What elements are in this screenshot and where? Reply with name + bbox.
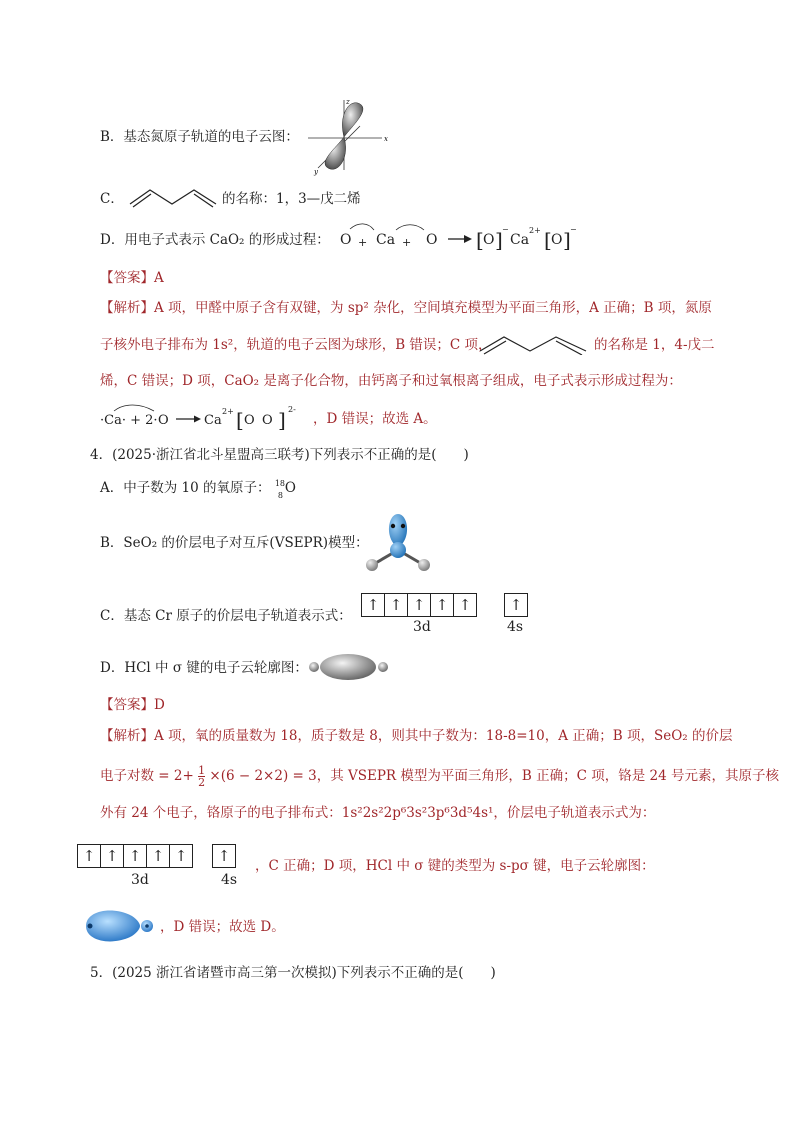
analysis-1-line-3: 烯，C 错误；D 项，CaO₂ 是离子化合物，由钙离子和过氧根离子组成，电子式表示形成过程为： (100, 373, 682, 389)
analysis-1-line-1: 【解析】A 项，甲醛中原子含有双键，为 sp² 杂化，空间填充模型为平面三角形，A 正确；B 项，氮原 (100, 300, 712, 316)
oxygen-ion-1: O (483, 232, 495, 248)
option-b-text: B．基态氮原子轨道的电子云图： (100, 129, 299, 145)
orbital-arrow: ↑ (174, 847, 188, 865)
cr-orbital-diagram-analysis (77, 844, 238, 888)
p-orbital-diagram (300, 96, 392, 176)
axis-y-label: y (314, 168, 318, 176)
orbital-arrow: ↑ (217, 847, 231, 865)
pentadiene-14-skeletal-structure (478, 331, 590, 355)
label-4s-analysis: 4s (221, 872, 238, 888)
analysis-anion-charge: 2- (288, 405, 296, 414)
option-d-text: D．用电子式表示 CaO₂ 的形成过程： (100, 232, 330, 248)
3d-orbital-boxes (361, 593, 477, 617)
orbital-arrow: ↑ (458, 596, 472, 614)
pentadiene-skeletal-structure (128, 186, 220, 208)
option-b (100, 128, 299, 146)
svg-text:]: ] (495, 228, 503, 252)
axis-z-label: z (346, 98, 350, 106)
svg-text:]: ] (278, 408, 286, 432)
analysis-2-line-2 (100, 765, 779, 788)
question-4-option-a-text: A．中子数为 10 的氧原子： (100, 480, 271, 496)
oxygen-ion-2: O (551, 232, 563, 248)
isotope-atomic-number: 8 (277, 491, 283, 500)
plus-2: + (402, 236, 412, 249)
analysis-ca-reactants: ·Ca· + 2· (100, 413, 158, 428)
question-4-option-d: D．HCl 中 σ 键的电子云轮廓图： (100, 660, 308, 676)
orbital-arrow: ↑ (362, 594, 385, 616)
cao2-formation-correct-diagram (96, 400, 311, 434)
answer-2: 【答案】D (100, 697, 165, 713)
analysis-o-ion-2: O (262, 413, 273, 428)
oxygen-dot-1: O (340, 232, 352, 248)
option-c-prefix: C． (100, 191, 124, 207)
hcl-sigma-bond-wrong (306, 652, 390, 682)
4s-orbital-box-analysis (212, 844, 236, 868)
analysis-2-line-2a: 电子对数 = 2+ (100, 768, 194, 784)
analysis-2-line-2b: ×(6 − 2×2) = 3，其 VSEPR 模型为平面三角形，B 正确；C 项，铬是 24 号元素，其原子核 (209, 768, 779, 784)
analysis-1-line-2a: 子核外电子排布为 1s²，轨道的电子云图为球形，B 错误；C 项， (100, 337, 492, 353)
analysis-1-line-2b: 的名称是 1，4-戊二 (594, 337, 715, 353)
question-4-option-b: B．SeO₂ 的价层电子对互斥(VSEPR)模型： (100, 535, 369, 551)
fraction-numerator: 1 (198, 764, 206, 777)
isotope-mass-number: 18 (274, 479, 285, 488)
analysis-2-line-5: ，D 错误；故选 D。 (160, 919, 285, 935)
hcl-sigma-bond-correct (80, 906, 160, 946)
plus-1: + (358, 236, 368, 249)
seo2-vsepr-model (360, 512, 436, 574)
svg-text:[: [ (236, 408, 244, 432)
analysis-2-line-4: ，C 正确；D 项，HCl 中 σ 键的类型为 s-pσ 键，电子云轮廓图： (255, 858, 655, 874)
oxygen-isotope-symbol (274, 479, 297, 500)
question-4-stem: 4．(2025·浙江省北斗星盟高三联考)下列表示不正确的是( ) (90, 447, 469, 463)
fraction-one-half (198, 765, 205, 788)
calcium-text: Ca (376, 232, 396, 248)
answer-1: 【答案】A (100, 270, 164, 286)
analysis-1-line-4-end: ，D 错误；故选 A。 (313, 411, 437, 427)
orbital-arrow: ↑ (431, 594, 454, 616)
cr-orbital-diagram-q4 (361, 593, 528, 635)
question-4-option-a (100, 479, 297, 500)
fraction-denominator: 2 (198, 776, 206, 789)
label-4s: 4s (507, 619, 524, 635)
4s-orbital-box (504, 593, 528, 617)
analysis-o-reactant: O (158, 413, 169, 428)
cation-charge: 2+ (529, 226, 541, 235)
analysis-o-ion-1: O (244, 413, 255, 428)
calcium-ion: Ca (510, 232, 530, 248)
oxygen-dot-2: O (426, 232, 438, 248)
cao2-formation-diagram (336, 220, 586, 256)
orbital-arrow: ↑ (78, 845, 101, 867)
anion-charge-1: − (502, 225, 509, 234)
orbital-arrow: ↑ (509, 596, 523, 614)
question-5-stem: 5．(2025 浙江省诸暨市高三第一次模拟)下列表示不正确的是( ) (90, 965, 496, 981)
anion-charge-2: − (570, 225, 577, 234)
svg-text:[: [ (476, 228, 484, 252)
svg-text:[: [ (544, 228, 552, 252)
label-3d: 3d (413, 619, 431, 635)
question-4-option-c: C．基态 Cr 原子的价层电子轨道表示式： (100, 608, 352, 624)
label-3d-analysis: 3d (131, 872, 149, 888)
axis-x-label: x (384, 135, 388, 143)
orbital-arrow: ↑ (147, 845, 170, 867)
analysis-ca-charge: 2+ (222, 407, 234, 416)
option-c-suffix: 的名称：1，3—戊二烯 (222, 191, 361, 207)
orbital-arrow: ↑ (101, 845, 124, 867)
orbital-arrow: ↑ (124, 845, 147, 867)
analysis-ca-ion: Ca (204, 413, 222, 428)
analysis-2-line-3: 外有 24 个电子，铬原子的电子排布式：1s²2s²2p⁶3s²3p⁶3d⁵4s¹，价层电子轨道表示式为： (100, 805, 656, 821)
orbital-arrow: ↑ (408, 594, 431, 616)
orbital-arrow: ↑ (385, 594, 408, 616)
analysis-2-line-1: 【解析】A 项，氧的质量数为 18，质子数是 8，则其中子数为：18-8=10，A 正确；B 项，SeO₂ 的价层 (100, 728, 733, 744)
3d-orbital-boxes-analysis (77, 844, 193, 868)
isotope-symbol: O (284, 480, 296, 496)
svg-text:]: ] (563, 228, 571, 252)
